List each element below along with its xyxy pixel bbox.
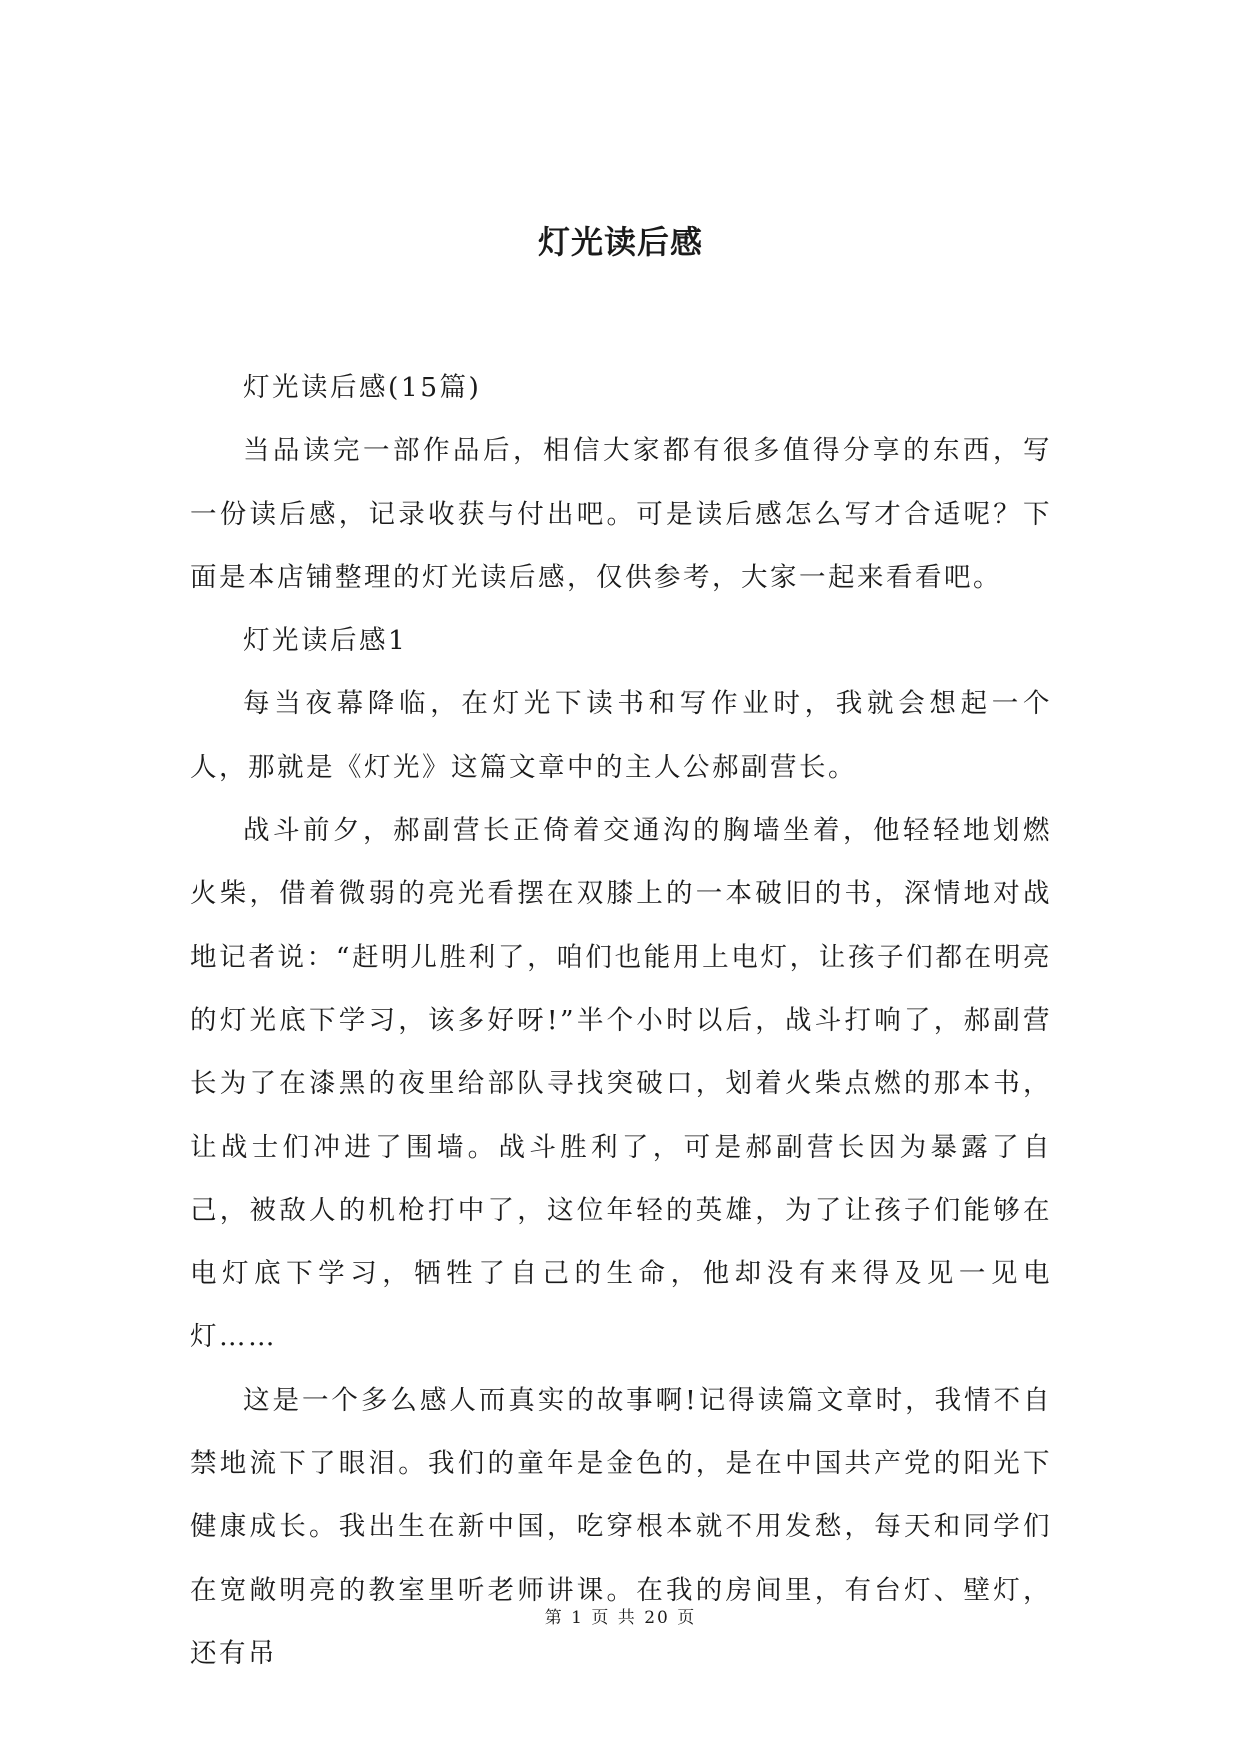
paragraph-heading-collection: 灯光读后感(15篇) [243, 372, 482, 403]
document-body [190, 356, 1052, 1685]
paragraph: 战斗前夕，郝副营长正倚着交通沟的胸墙坐着，他轻轻地划燃火柴，借着微弱的亮光看摆在双膝上的一本破旧的书，深情地对战地记者说：“赶明儿胜利了，咱们也能用上电灯，让孩子们都在明亮的灯光底下学习，该多好呀!”半个小时以后，战斗打响了，郝副营长为了在漆黑的夜里给部队寻找突破口，划着火柴点燃的那本书，让战士们冲进了围墙。战斗胜利了，可是郝副营长因为暴露了自己，被敌人的机枪打中了，这位年轻的英雄，为了让孩子们能够在电灯底下学习，牺牲了自己的生命，他却没有来得及见一见电灯…… [190, 815, 1052, 1353]
page-number-footer: 第 1 页 共 20 页 [544, 1608, 697, 1628]
paragraph-section-heading: 灯光读后感1 [243, 625, 408, 657]
paragraph: 每当夜幕降临，在灯光下读书和写作业时，我就会想起一个人，那就是《灯光》这篇文章中的主人公郝副营长。 [190, 688, 1052, 783]
page-title: 灯光读后感 [537, 223, 703, 261]
paragraph-intro: 当品读完一部作品后，相信大家都有很多值得分享的东西，写一份读后感，记录收获与付出吧。可是读后感怎么写才合适呢？下面是本店铺整理的灯光读后感，仅供参考，大家一起来看看吧。 [190, 435, 1052, 593]
paragraph: 这是一个多么感人而真实的故事啊!记得读篇文章时，我情不自禁地流下了眼泪。我们的童年是金色的，是在中国共产党的阳光下健康成长。我出生在新中国，吃穿根本就不用发愁，每天和同学们在宽敞明亮的教室里听老师讲课。在我的房间里，有台灯、壁灯，还有吊 [190, 1384, 1052, 1669]
